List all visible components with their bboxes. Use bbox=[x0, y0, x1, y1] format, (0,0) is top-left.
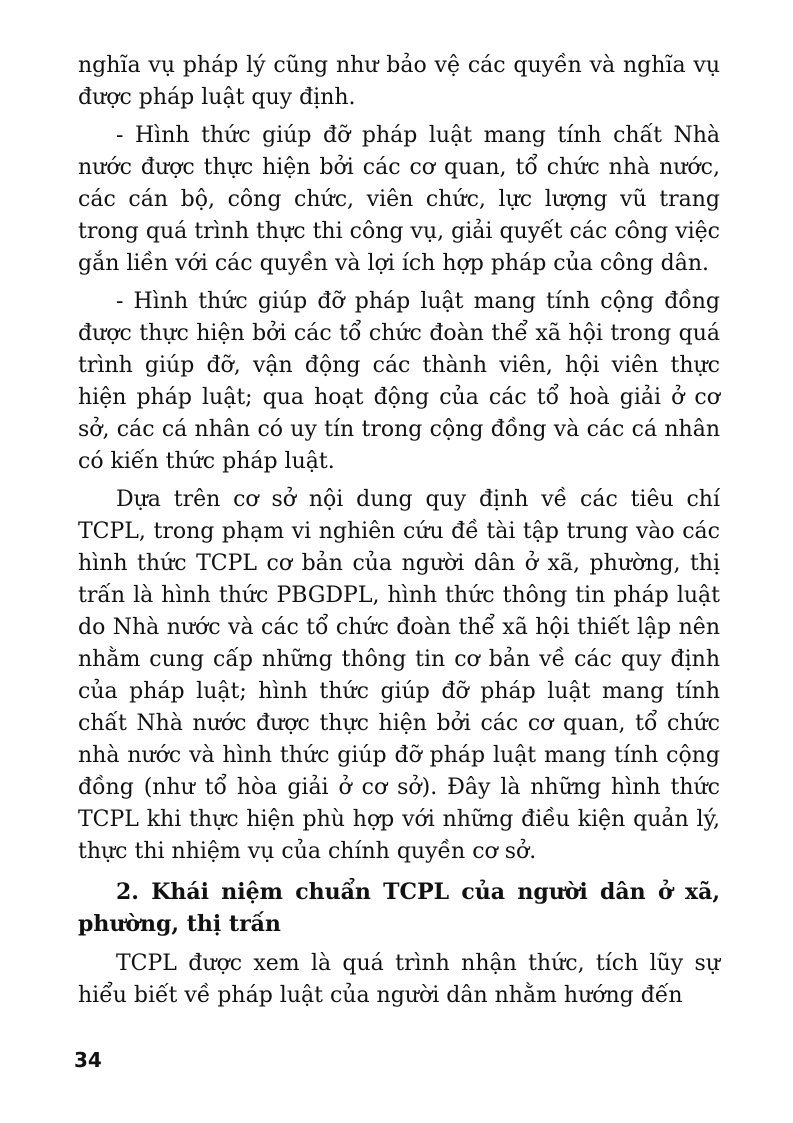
page-number: 34 bbox=[74, 1048, 102, 1072]
paragraph-continuation: nghĩa vụ pháp lý cũng như bảo vệ các quyền và nghĩa vụ được pháp luật quy định. bbox=[78, 53, 720, 110]
paragraph-definition: TCPL được xem là quá trình nhận thức, tích lũy sự hiểu biết về pháp luật của người dân nhằm hướng đến bbox=[78, 951, 720, 1008]
paragraph-research-scope: Dựa trên cơ sở nội dung quy định về các tiêu chí TCPL, trong phạm vi nghiên cứu đề tài tập trung vào các hình thức TCPL cơ bản của người dân ở xã, phường, thị trấn là hình thức PBGDPL, hình thức thông tin pháp luật do Nhà nước và các tổ chức đoàn thể xã hội thiết lập nên nhằm cung cấp những thông tin cơ bản về các quy định của pháp luật; hình thức giúp đỡ pháp luật mang tính chất Nhà nước được thực hiện bởi các cơ quan, tổ chức nhà nước và hình thức giúp đỡ pháp luật mang tính cộng đồng (như tổ hòa giải ở cơ sở). Đây là những hình thức TCPL khi thực hiện phù hợp với những điều kiện quản lý, thực thi nhiệm vụ của chính quyền cơ sở. bbox=[78, 487, 720, 864]
paragraph-state-legal-aid: - Hình thức giúp đỡ pháp luật mang tính chất Nhà nước được thực hiện bởi các cơ quan, tổ chức nhà nước, các cán bộ, công chức, viên chức, lực lượng vũ trang trong quá trình thực thi công vụ, giải quyết các công việc gắn liền với các quyền và lợi ích hợp pháp của công dân. bbox=[78, 123, 720, 276]
section-heading: 2. Khái niệm chuẩn TCPL của người dân ở xã, phường, thị trấn bbox=[78, 879, 720, 937]
paragraph-community-legal-aid: - Hình thức giúp đỡ pháp luật mang tính cộng đồng được thực hiện bởi các tổ chức đoàn thể xã hội trong quá trình giúp đỡ, vận động các thành viên, hội viên thực hiện pháp luật; qua hoạt động của các tổ hoà giải ở cơ sở, các cá nhân có uy tín trong cộng đồng và các cá nhân có kiến thức pháp luật. bbox=[78, 289, 720, 474]
body-text bbox=[78, 50, 720, 1018]
